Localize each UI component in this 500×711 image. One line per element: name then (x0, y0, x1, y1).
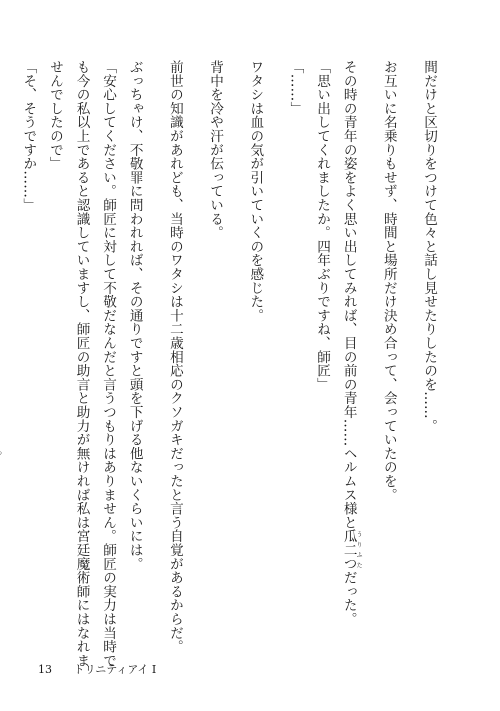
text-line-end: だった。 (340, 570, 357, 626)
ruby-word (340, 529, 363, 571)
text-line: 前世の知識があれども、当時のワタシは十二歳相応のクソガキだったと言う自覚があるからだ。 (166, 60, 183, 654)
text-line: 間だけと区切りをつけて色々と話し見せたりしたのを……。 (421, 60, 437, 433)
text-line: 背中を冷や汗が伝っている。 (207, 60, 224, 240)
text-line (335, 60, 375, 650)
ruby-reading (0, 446, 2, 460)
page-number: 13 (38, 663, 52, 676)
book-title: トリニティアイ Ⅰ (73, 663, 157, 676)
text-line: も今の私以上であると認識していますし、師匠の助言と助力が無ければ私は宮廷魔術師にはなれま (73, 60, 90, 668)
page-footer (38, 661, 156, 677)
ruby-reading: うりふた (355, 529, 363, 571)
text-line: せんでしたので」 (46, 60, 63, 171)
text-line: 「そ、そうですか……」 (20, 60, 37, 212)
body-text (20, 60, 442, 668)
text-line: 「思い出してくれましたか。四年ぶりですね、師匠」 (314, 60, 331, 392)
text-line: お互いに名乗りもせず、時間と場所だけ決め合って、会っていたのを。 (380, 60, 397, 502)
text-line: ワタシは血の気が引いていくのを感じた。 (247, 60, 264, 323)
text-line (0, 60, 15, 650)
ruby-base: 瓜二つ (340, 529, 357, 571)
text-line: 「……」 (287, 60, 304, 116)
text-line: ぶっちゃけ、不敬罪に問われれば、その通りですと頭を下げる他ないくらいには。 (126, 60, 143, 571)
text-line-start: その時の青年の姿をよく思い出してみれば、目の前の青年……ヘルムス様と (340, 60, 357, 530)
text-line: 「安心してください。師匠に対して不敬だなんだと言うつもりはありません。師匠の実力は当時で (100, 60, 117, 668)
